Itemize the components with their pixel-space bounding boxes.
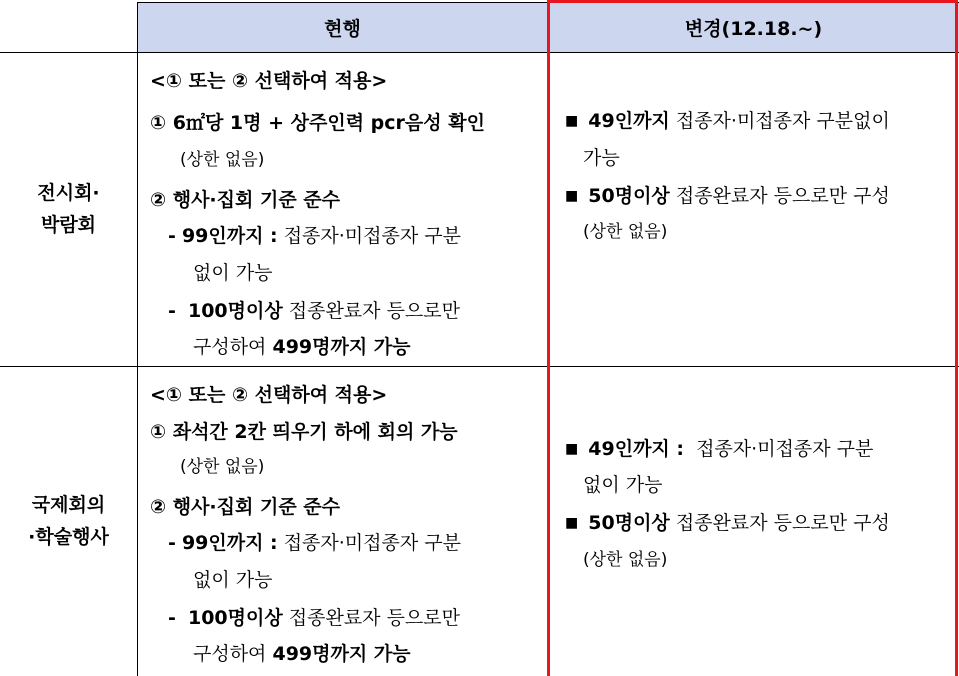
r1-cur-l5-dash: - xyxy=(168,225,176,247)
r1-cur-l7-dash: - xyxy=(168,300,176,322)
r2-cur-l8-b: 499명까지 가능 xyxy=(272,643,411,665)
category-conference-line1: 국제회의 xyxy=(31,494,106,516)
r2-cur-l7-b: 접종완료자 등으로만 xyxy=(288,607,460,629)
r2-chg-b2-c: (상한 없음) xyxy=(583,550,668,570)
category-exhibition xyxy=(0,52,137,366)
bullet-square-icon: ■ xyxy=(565,515,579,531)
r2-cur-l8-a: 구성하여 xyxy=(193,643,267,665)
r2-cur-l2 xyxy=(150,417,458,444)
r1-cur-l8-a: 구성하여 xyxy=(193,336,267,358)
r1-cur-l6: 없이 가능 xyxy=(193,262,273,284)
r1-chg-b2-c: (상한 없음) xyxy=(583,222,668,242)
r1-cur-l5-b: 접종자·미접종자 구분 xyxy=(283,225,461,247)
r1-cur-l8-b: 499명까지 가능 xyxy=(272,336,411,358)
r2-cur-l5-b: 접종자·미접종자 구분 xyxy=(283,532,461,554)
category-conference-line2: ·학술행사 xyxy=(28,526,109,548)
r1-cur-l4-num: ② xyxy=(150,189,167,211)
r2-cur-l4 xyxy=(150,492,340,519)
category-exhibition-line2: 박람회 xyxy=(40,214,97,236)
r1-cur-l2-b: + 상주인력 pcr음성 확인 xyxy=(268,112,485,134)
r1-cur-l8 xyxy=(193,332,411,359)
r1-cur-l1: <① 또는 ② 선택하여 적용> xyxy=(150,70,388,92)
r2-chg-b1-a: 49인까지 : xyxy=(588,438,684,460)
r2-cur-l5 xyxy=(168,528,461,555)
header-current xyxy=(137,2,548,52)
changed-column-highlight xyxy=(547,0,958,676)
r1-cur-l2-num: ① xyxy=(150,112,167,134)
r2-cur-l7 xyxy=(168,603,460,630)
r2-chg-b1-c: 없이 가능 xyxy=(583,474,663,496)
r1-cur-l7 xyxy=(168,296,460,323)
r1-chg-b2-a: 50명이상 xyxy=(588,185,670,207)
r2-cur-l2-a: 좌석간 2칸 띄우기 하에 회의 가능 xyxy=(172,421,458,443)
r2-cur-l3: (상한 없음) xyxy=(180,457,265,477)
r1-chg-b1-a: 49인까지 xyxy=(588,110,670,132)
r1-chg-b2-b: 접종완료자 등으로만 구성 xyxy=(675,185,890,207)
r2-cur-l6: 없이 가능 xyxy=(193,569,273,591)
r2-cur-l4-num: ② xyxy=(150,496,167,518)
r2-chg-b1-b: 접종자·미접종자 구분 xyxy=(696,438,874,460)
grid-line-col1 xyxy=(137,2,138,676)
r1-cur-l3: (상한 없음) xyxy=(180,150,265,170)
category-conference xyxy=(0,366,137,676)
r1-chg-b1-c: 가능 xyxy=(583,147,620,169)
r2-cur-l1: <① 또는 ② 선택하여 적용> xyxy=(150,384,388,406)
r2-cur-l8 xyxy=(193,639,411,666)
r1-chg-b1-b: 접종자·미접종자 구분없이 xyxy=(675,110,890,132)
r1-cur-l2 xyxy=(150,108,485,135)
bullet-square-icon: ■ xyxy=(565,188,579,204)
r1-cur-l5-a: 99인까지 : xyxy=(181,225,278,247)
bullet-square-icon: ■ xyxy=(565,113,579,129)
r2-cur-l7-dash: - xyxy=(168,607,176,629)
r2-cur-l4-text: 행사·집회 기준 준수 xyxy=(172,496,340,518)
r2-chg-b2-a: 50명이상 xyxy=(588,512,670,534)
r2-chg-b2-b: 접종완료자 등으로만 구성 xyxy=(675,512,890,534)
r1-cur-l4-text: 행사·집회 기준 준수 xyxy=(172,189,340,211)
r2-cur-l5-dash: - xyxy=(168,532,176,554)
r2-cur-l7-a: 100명이상 xyxy=(187,607,283,629)
r1-cur-l4 xyxy=(150,185,340,212)
bullet-square-icon: ■ xyxy=(565,441,579,457)
category-exhibition-line1: 전시회· xyxy=(37,182,100,204)
header-changed-label: 변경(12.18.~) xyxy=(684,17,823,40)
r1-cur-l5 xyxy=(168,221,461,248)
r2-cur-l2-num: ① xyxy=(150,421,167,443)
r1-cur-l2-a: 6㎡당 1명 xyxy=(172,112,262,134)
r1-cur-l7-b: 접종완료자 등으로만 xyxy=(288,300,460,322)
r1-cur-l7-a: 100명이상 xyxy=(187,300,283,322)
r2-cur-l5-a: 99인까지 : xyxy=(181,532,278,554)
header-current-label: 현행 xyxy=(324,17,361,40)
